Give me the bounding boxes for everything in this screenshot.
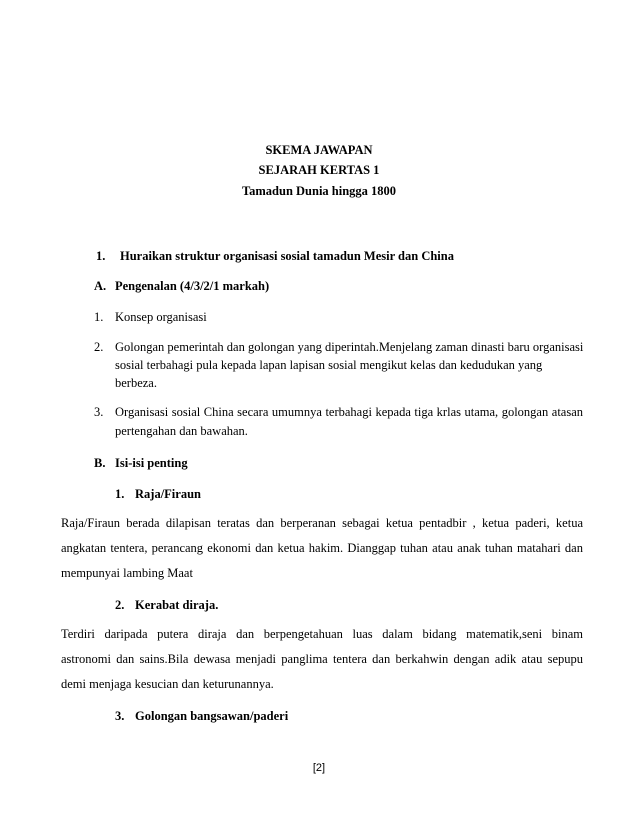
question-number: 1.: [96, 249, 106, 263]
point-title: Kerabat diraja.: [135, 598, 219, 612]
point-number: 2.: [115, 598, 125, 612]
list-item-number: 2.: [94, 340, 104, 354]
paragraph-line: angkatan tentera, perancang ekonomi dan ketua hakim. Dianggap tuhan atau anak tuhan matahari dan: [61, 541, 583, 555]
point-number: 3.: [115, 709, 125, 723]
list-item-line: pertengahan dan bawahan.: [115, 424, 248, 438]
section-b-letter: B.: [94, 456, 106, 470]
question-text: Huraikan struktur organisasi sosial tamadun Mesir dan China: [120, 249, 454, 263]
header-topic: Tamadun Dunia hingga 1800: [241, 184, 397, 198]
list-item-line: Organisasi sosial China secara umumnya terbahagi kepada tiga krlas utama, golongan atasan: [115, 405, 583, 419]
point-number: 1.: [115, 487, 125, 501]
paragraph-line: demi menjaga kesucian dan keturunannya.: [61, 677, 274, 691]
section-b-title: Isi-isi penting: [115, 456, 188, 470]
list-item-number: 1.: [94, 310, 104, 324]
page-number: [2]: [312, 762, 326, 774]
point-title: Raja/Firaun: [135, 487, 201, 501]
point-title: Golongan bangsawan/paderi: [135, 709, 289, 723]
list-item-line: sosial terbahagi pula kepada lapan lapisan sosial mengikut kelas dan kedudukan yang: [115, 358, 543, 372]
list-item: Konsep organisasi: [115, 310, 207, 324]
paragraph-line: Raja/Firaun berada dilapisan teratas dan berperanan sebagai ketua pentadbir , ketua paderi, ketua: [61, 516, 583, 530]
list-item-line: Golongan pemerintah dan golongan yang diperintah.Menjelang zaman dinasti baru organisasi: [115, 340, 584, 354]
header-title: SKEMA JAWAPAN: [265, 143, 373, 157]
section-a-title: Pengenalan (4/3/2/1 markah): [115, 279, 270, 293]
section-a-letter: A.: [94, 279, 107, 293]
header-subtitle: SEJARAH KERTAS 1: [258, 163, 380, 177]
list-item-number: 3.: [94, 405, 104, 419]
paragraph-line: astronomi dan sains.Bila dewasa menjadi panglima tentera dan berkahwin dengan adik atau sepupu: [61, 652, 583, 666]
paragraph-line: mempunyai lambing Maat: [61, 566, 193, 580]
paragraph-line: Terdiri daripada putera diraja dan berpengetahuan luas dalam bidang matematik,seni binam: [61, 627, 583, 641]
list-item-line: berbeza.: [115, 376, 157, 390]
